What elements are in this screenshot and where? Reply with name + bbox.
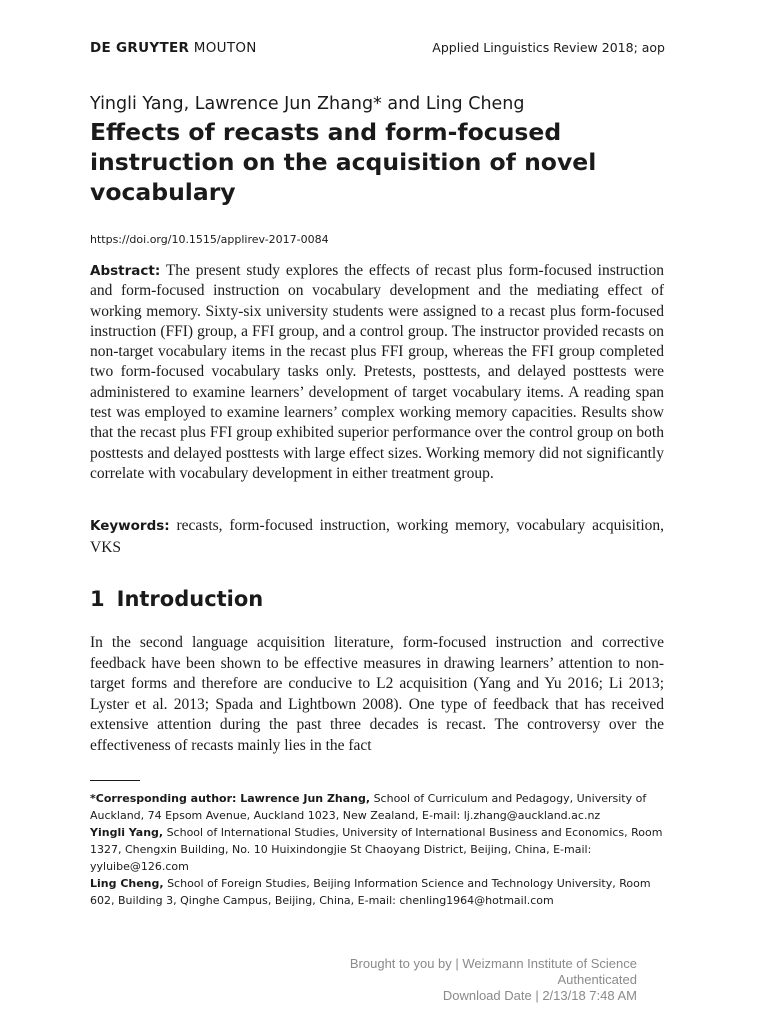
watermark-provider: Brought to you by | Weizmann Institute of Science (349, 956, 637, 971)
footnote-author-name: *Corresponding author: Lawrence Jun Zhang, (90, 792, 371, 805)
section-heading (90, 587, 263, 611)
keywords-label: Keywords: (90, 518, 170, 534)
article-title: Effects of recasts and form-focused instruction on the acquisition of novel vocabulary (90, 118, 597, 206)
footnote-author (90, 824, 664, 875)
journal-citation: Applied Linguistics Review 2018; aop (432, 40, 665, 55)
doi-link[interactable]: https://doi.org/10.1515/applirev-2017-0084 (90, 233, 329, 246)
section-title: Introduction (116, 587, 264, 611)
section-number: 1 (90, 587, 105, 611)
keywords (90, 515, 664, 558)
watermark-status: Authenticated (557, 972, 637, 987)
abstract-label: Abstract: (90, 263, 161, 279)
author-footnotes (90, 790, 664, 909)
publisher-name-bold: DE GRUYTER (90, 40, 190, 56)
author-list: Yingli Yang, Lawrence Jun Zhang* and Ling Cheng (90, 94, 525, 114)
footnote-author-name: Ling Cheng, (90, 877, 164, 890)
introduction-paragraph: In the second language acquisition literature, form-focused instruction and corrective feedback have been shown to be effective measures in drawing learners’ attention to non-target forms and therefore are conducive to L2 acquisition (Yang and Yu 2016; Li 2013; Lyster et al. 2013; Spada and Lightbown 2008). One type of feedback that has received extensive attention during the past three decades is recast. The controversy over the effectiveness of recasts mainly lies in the fact (90, 634, 664, 754)
footnote-affiliation: School of Curriculum and Pedagogy, University of Auckland, 74 Epsom Avenue, Auckland 1023, New Zealand, E-mail: lj.zhang@auckland.ac.nz (90, 792, 647, 822)
footnote-divider (90, 780, 140, 781)
footnote-author-name: Yingli Yang, (90, 826, 164, 839)
abstract (90, 261, 664, 484)
publisher-name-regular: MOUTON (193, 40, 257, 56)
access-watermark (350, 956, 637, 1004)
watermark-date: Download Date | 2/13/18 7:48 AM (442, 988, 637, 1003)
publisher-logo (90, 40, 257, 56)
running-header (90, 40, 665, 56)
abstract-text: The present study explores the effects of recast plus form-focused instruction and form-focused instruction on vocabulary development and the mediating effect of working memory. Sixty-six university students were assigned to a recast plus form-focused instruction (FFI) group, a FFI group, and a control group. The instructor provided recasts on non-target vocabulary items in the recast plus FFI group, whereas the FFI group completed two form-focused vocabulary tasks only. Pretests, posttests, and delayed posttests were administered to examine learners’ development of target vocabulary items. A reading span test was employed to examine learners’ complex working memory capacities. Results show that the recast plus FFI group exhibited superior performance over the control group on both posttests and delayed posttests with large effect sizes. Working memory did not significantly correlate with vocabulary development in either treatment group. (90, 262, 664, 482)
footnote-affiliation: School of Foreign Studies, Beijing Information Science and Technology University, Room 602, Building 3, Qinghe Campus, Beijing, China, E-mail: chenling1964@hotmail.com (90, 877, 651, 907)
footnote-affiliation: School of International Studies, University of International Business and Economics, Room 1327, Chengxin Building, No. 10 Huixindongjie St Chaoyang District, Beijing, China, E-mail: yyluibe@126.com (90, 826, 663, 873)
footnote-author (90, 875, 664, 909)
keywords-text: recasts, form-focused instruction, working memory, vocabulary acquisition, VKS (90, 517, 664, 556)
footnote-corresponding-author (90, 790, 664, 824)
